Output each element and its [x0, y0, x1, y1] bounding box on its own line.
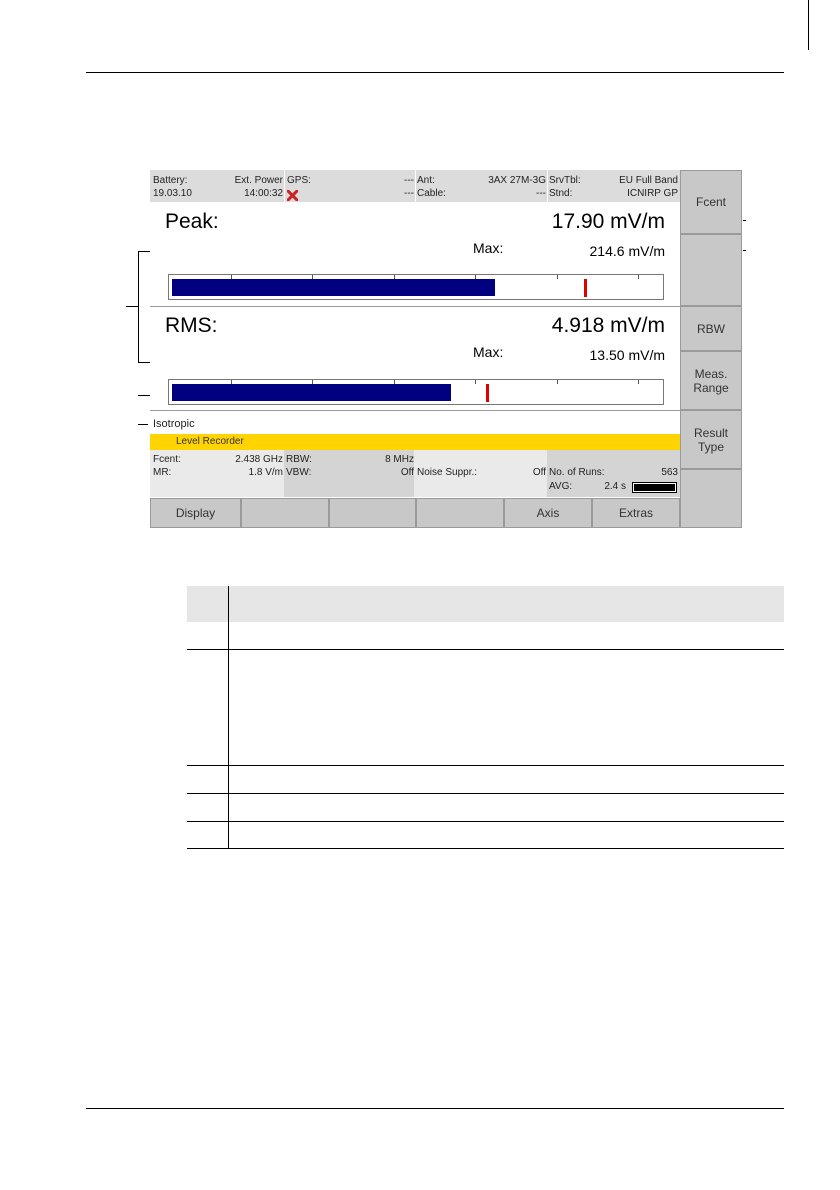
softkey-blank-1[interactable] — [680, 234, 742, 306]
header-rule — [86, 72, 784, 73]
section-divider — [150, 306, 680, 307]
legend-table-row-rule — [187, 821, 784, 822]
level-recorder-label: Level Recorder — [176, 436, 244, 447]
bottom-key-blank-1[interactable] — [241, 498, 329, 528]
gps-label: GPS: — [287, 175, 311, 186]
fcent-label: Fcent: — [153, 454, 181, 465]
fcent-value: 2.438 GHz — [235, 454, 283, 465]
gps-secondary-value: --- — [404, 188, 414, 199]
status-divider — [547, 170, 548, 202]
footer-rule — [86, 1108, 784, 1109]
avg-label: AVG: — [549, 481, 573, 492]
avg-value: 2.4 s — [604, 481, 626, 492]
peak-max-label: Max: — [473, 240, 504, 256]
time-value: 14:00:32 — [244, 188, 283, 199]
avg-progress-bar — [632, 482, 677, 493]
bottom-key-axis[interactable]: Axis — [504, 498, 592, 528]
bottom-key-display[interactable]: Display — [150, 498, 241, 528]
legend-table-row-rule — [187, 765, 784, 766]
cable-value: --- — [536, 188, 546, 199]
softkey-fcent[interactable]: Fcent — [680, 170, 742, 234]
service-table-value: EU Full Band — [619, 175, 678, 186]
callout-line-isotropic — [138, 424, 148, 425]
isotropic-divider — [150, 410, 680, 411]
peak-label: Peak: — [165, 210, 219, 233]
battery-value: Ext. Power — [234, 175, 283, 186]
date-value: 19.03.10 — [153, 188, 192, 199]
peak-max-value: 214.6 mV/m — [589, 243, 665, 259]
runs-label: No. of Runs: — [549, 467, 605, 478]
peak-max-marker — [584, 279, 587, 297]
softkey-rbw[interactable]: RBW — [680, 306, 742, 351]
legend-table-row-rule — [187, 649, 784, 650]
rms-max-value: 13.50 mV/m — [589, 347, 665, 363]
vbw-value: Off — [400, 467, 414, 478]
bottom-key-blank-2[interactable] — [329, 498, 416, 528]
rms-level-bar — [168, 379, 664, 405]
rbw-label: RBW: — [286, 454, 312, 465]
antenna-label: Ant: — [417, 175, 435, 186]
softkey-blank-2[interactable] — [680, 469, 742, 528]
bottom-key-blank-3[interactable] — [416, 498, 504, 528]
gps-error-icon — [287, 188, 298, 199]
legend-table-header — [187, 586, 784, 622]
status-divider — [415, 170, 416, 202]
rms-max-label: Max: — [473, 344, 504, 360]
noise-suppression-value: Off — [532, 467, 546, 478]
status-divider — [284, 170, 285, 202]
mr-value: 1.8 V/m — [248, 467, 283, 478]
rbw-value: 8 MHz — [385, 454, 414, 465]
corner-mark — [808, 0, 809, 50]
noise-suppression-label: Noise Suppr.: — [417, 467, 478, 478]
softkey-meas-range[interactable]: Meas. Range — [680, 351, 742, 410]
standard-label: Stnd: — [549, 188, 573, 199]
legend-table-row-rule — [187, 793, 784, 794]
standard-value: ICNIRP GP — [627, 188, 678, 199]
antenna-value: 3AX 27M-3G — [488, 175, 546, 186]
runs-value: 563 — [661, 467, 678, 478]
battery-label: Battery: — [153, 175, 188, 186]
mr-label: MR: — [153, 467, 172, 478]
peak-level-bar — [168, 274, 664, 300]
peak-value: 17.90 mV/m — [551, 210, 665, 233]
softkey-result-type[interactable]: Result Type — [680, 410, 742, 469]
rms-label: RMS: — [165, 314, 218, 337]
bottom-key-extras[interactable]: Extras — [592, 498, 680, 528]
rms-value: 4.918 mV/m — [551, 314, 665, 337]
level-recorder-bar[interactable] — [150, 434, 680, 450]
gps-value: --- — [404, 175, 414, 186]
rms-bar-fill — [172, 384, 451, 401]
device-screen — [150, 170, 743, 528]
cable-label: Cable: — [417, 188, 446, 199]
peak-bar-fill — [172, 279, 495, 296]
legend-table-bottom-rule — [187, 848, 784, 849]
vbw-label: VBW: — [286, 467, 312, 478]
rms-max-marker — [486, 384, 489, 402]
isotropic-label: Isotropic — [153, 418, 195, 430]
legend-table-column-divider — [228, 586, 229, 848]
service-table-label: SrvTbl: — [549, 175, 581, 186]
